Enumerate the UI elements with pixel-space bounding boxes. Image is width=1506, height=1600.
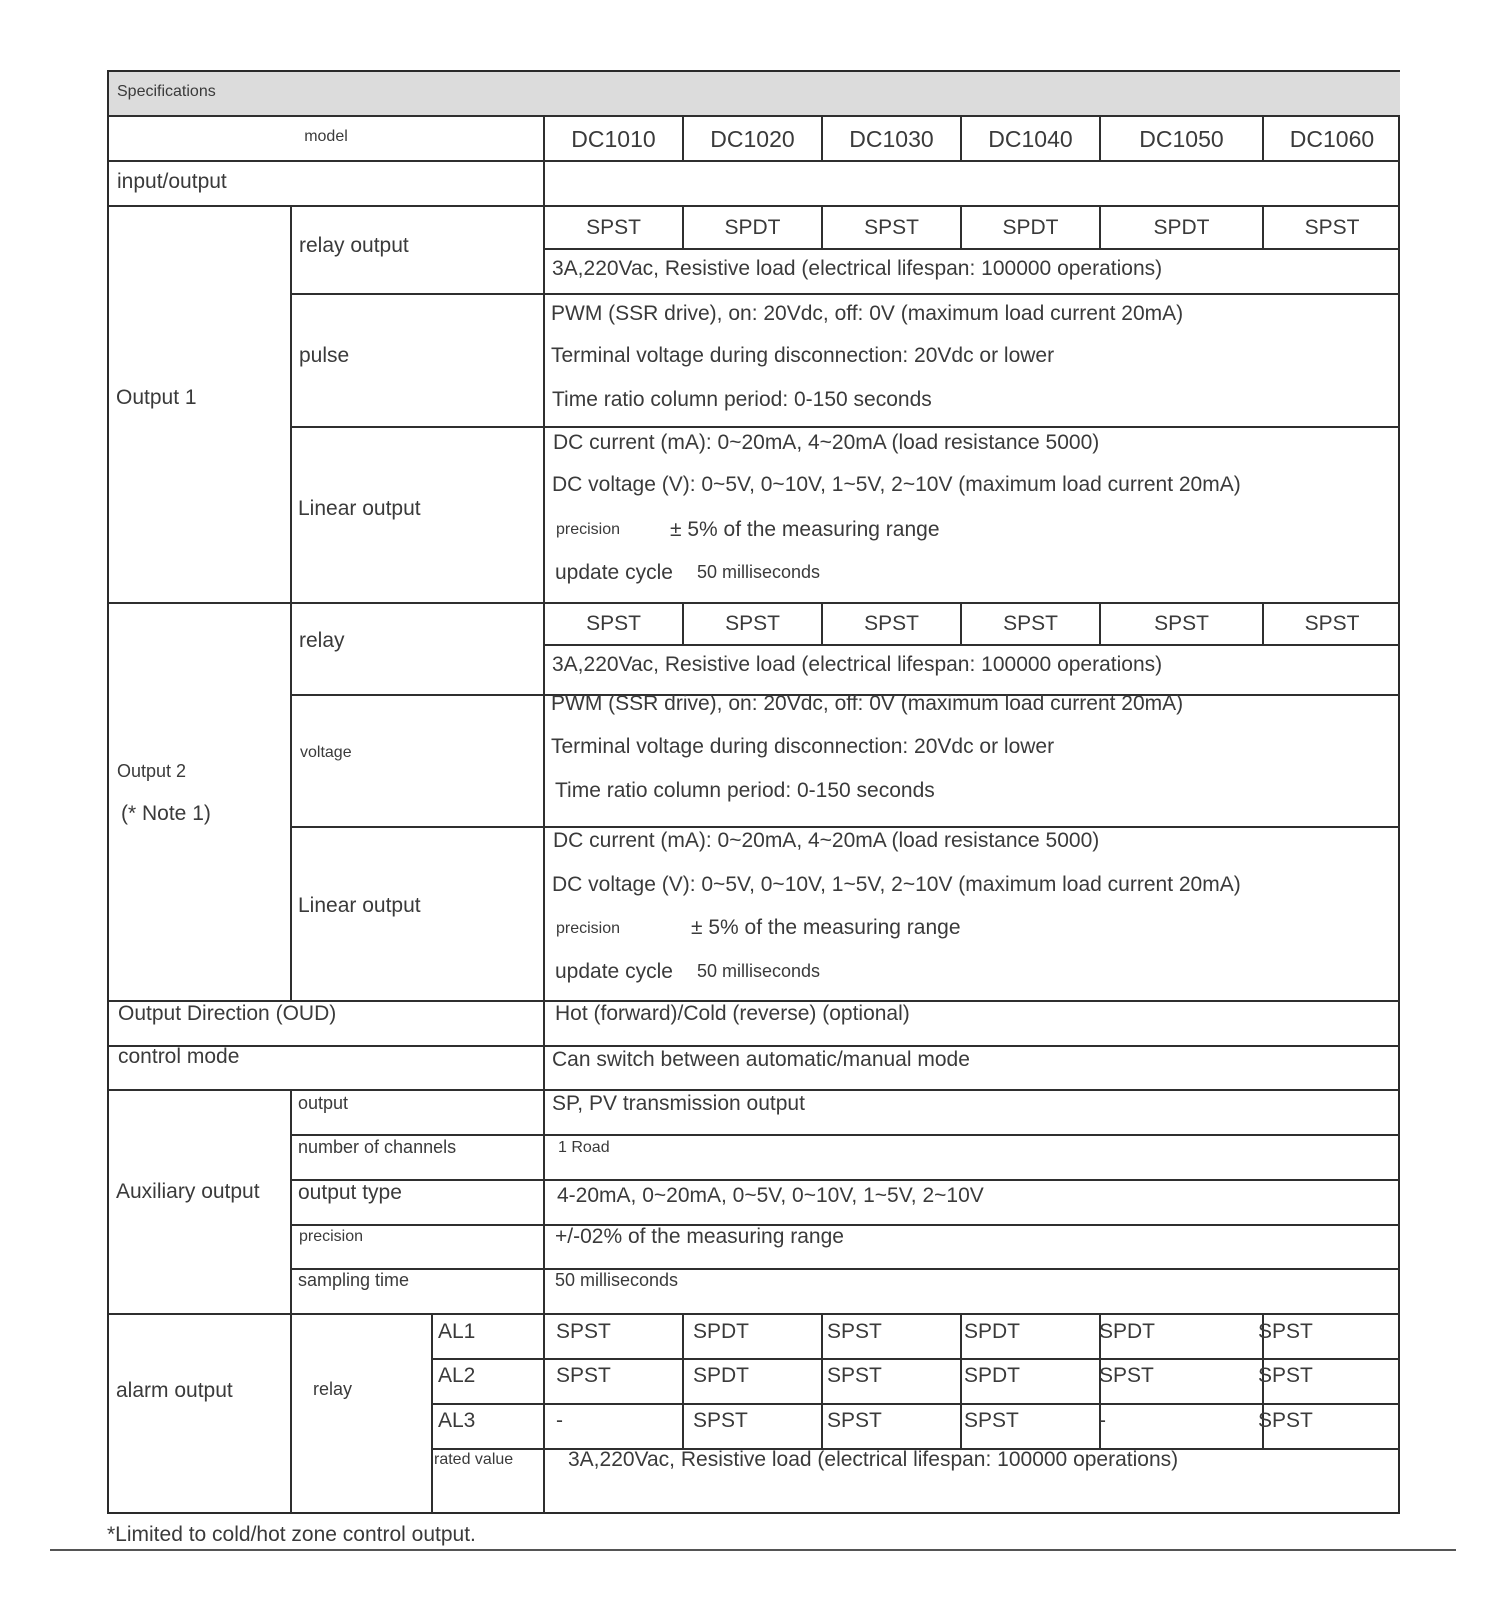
model-label: model: [304, 128, 348, 145]
output1-linear-current: DC current (mA): 0~20mA, 4~20mA (load resistance 5000): [553, 431, 1100, 454]
relay-type: SPDT: [1153, 216, 1210, 239]
aux-row-label: output type: [298, 1181, 402, 1204]
output1-label: Output 1: [116, 386, 197, 409]
output2-voltage-line: PWM (SSR drive), on: 20Vdc, off: 0V (maximum load current 20mA): [551, 692, 1184, 715]
direction-value: Hot (forward)/Cold (reverse) (optional): [555, 1002, 910, 1025]
spec-table: [107, 70, 1400, 1514]
aux-row-label: precision: [299, 1228, 364, 1245]
io-label: input/output: [117, 170, 227, 193]
alarm-cell: -: [1099, 1409, 1106, 1432]
output2-update-value: 50 milliseconds: [697, 961, 821, 981]
alarm-relay-label: relay: [313, 1379, 353, 1399]
output2-update-label: update cycle: [555, 960, 673, 983]
alarm-cell: SPST: [1099, 1364, 1154, 1387]
output2-note: (* Note 1): [121, 802, 211, 825]
output2-precision-label: precision: [556, 920, 621, 937]
output2-precision-value: ± 5% of the measuring range: [691, 916, 961, 939]
alarm-cell: SPST: [964, 1409, 1019, 1432]
output1-relay-label: relay output: [299, 234, 409, 257]
relay-type: SPST: [1003, 612, 1058, 635]
relay-type: SPST: [586, 612, 641, 635]
aux-row-label: output: [298, 1093, 349, 1113]
alarm-row-label: AL2: [438, 1364, 476, 1387]
aux-row-value: 50 milliseconds: [555, 1270, 679, 1290]
model-header: DC1030: [849, 126, 934, 152]
output2-linear-voltage: DC voltage (V): 0~5V, 0~10V, 1~5V, 2~10V (maximum load current 20mA): [552, 873, 1241, 896]
output2-voltage-line: Terminal voltage during disconnection: 20Vdc or lower: [551, 735, 1055, 758]
output2-relay-rating: 3A,220Vac, Resistive load (electrical lifespan: 100000 operations): [552, 653, 1163, 676]
output1-pulse-line: Time ratio column period: 0-150 seconds: [552, 388, 932, 411]
aux-row-label: sampling time: [298, 1270, 410, 1290]
alarm-row-label: AL3: [438, 1409, 476, 1432]
aux-row-value: 4-20mA, 0~20mA, 0~5V, 0~10V, 1~5V, 2~10V: [557, 1184, 984, 1207]
alarm-cell: SPDT: [693, 1364, 750, 1387]
aux-row-label: number of channels: [298, 1137, 457, 1157]
output2-voltage-label: voltage: [300, 744, 352, 761]
control-label: control mode: [118, 1045, 240, 1068]
output1-relay-rating: 3A,220Vac, Resistive load (electrical lifespan: 100000 operations): [552, 257, 1163, 280]
alarm-cell: SPDT: [693, 1320, 750, 1343]
alarm-cell: -: [556, 1409, 563, 1432]
output2-linear-current: DC current (mA): 0~20mA, 4~20mA (load resistance 5000): [553, 829, 1100, 852]
output1-update-label: update cycle: [555, 561, 673, 584]
output1-precision-value: ± 5% of the measuring range: [670, 518, 940, 541]
output1-update-value: 50 milliseconds: [697, 562, 821, 582]
aux-row-value: SP, PV transmission output: [552, 1092, 805, 1115]
alarm-cell: SPST: [556, 1320, 611, 1343]
auxiliary-label: Auxiliary output: [116, 1180, 260, 1203]
model-header: DC1060: [1289, 126, 1375, 152]
alarm-cell: SPST: [827, 1320, 882, 1343]
footnote: *Limited to cold/hot zone control output.: [107, 1523, 476, 1546]
alarm-cell: SPST: [1258, 1409, 1313, 1432]
table-title: Specifications: [117, 83, 216, 100]
output1-pulse-label: pulse: [299, 344, 350, 367]
alarm-cell: SPST: [693, 1409, 748, 1432]
alarm-cell: SPST: [1258, 1364, 1313, 1387]
output2-relay-label: relay: [299, 629, 345, 652]
title-band: [109, 72, 1400, 117]
alarm-cell: SPST: [1258, 1320, 1313, 1343]
output1-pulse-line: Terminal voltage during disconnection: 20Vdc or lower: [551, 344, 1055, 367]
model-header: DC1050: [1139, 126, 1224, 152]
alarm-cell: SPST: [827, 1409, 882, 1432]
bottom-rule: [50, 1549, 1456, 1551]
alarm-cell: SPDT: [1099, 1320, 1156, 1343]
control-value: Can switch between automatic/manual mode: [552, 1048, 970, 1071]
output1-pulse-line: PWM (SSR drive), on: 20Vdc, off: 0V (maximum load current 20mA): [551, 302, 1184, 325]
relay-type: SPST: [864, 612, 919, 635]
output2-label: Output 2: [117, 761, 187, 781]
relay-type: SPST: [725, 612, 780, 635]
rated-value: 3A,220Vac, Resistive load (electrical lifespan: 100000 operations): [568, 1448, 1179, 1471]
rated-label: rated value: [434, 1451, 514, 1468]
alarm-label: alarm output: [116, 1379, 233, 1402]
alarm-row-label: AL1: [438, 1320, 476, 1343]
relay-type: SPST: [586, 216, 641, 239]
output1-precision-label: precision: [556, 521, 621, 538]
model-header: DC1040: [988, 126, 1073, 152]
aux-row-value: 1 Road: [558, 1139, 610, 1156]
alarm-cell: SPST: [556, 1364, 611, 1387]
output1-linear-label: Linear output: [298, 497, 421, 520]
relay-type: SPST: [864, 216, 919, 239]
relay-type: SPDT: [724, 216, 781, 239]
relay-type: SPST: [1304, 612, 1360, 635]
aux-row-value: +/-02% of the measuring range: [555, 1225, 844, 1248]
relay-type: SPST: [1154, 612, 1209, 635]
relay-type: SPDT: [1002, 216, 1059, 239]
relay-type: SPST: [1304, 216, 1360, 239]
model-header: DC1010: [571, 126, 656, 152]
output1-linear-voltage: DC voltage (V): 0~5V, 0~10V, 1~5V, 2~10V (maximum load current 20mA): [552, 473, 1241, 496]
direction-label: Output Direction (OUD): [118, 1002, 337, 1025]
alarm-cell: SPDT: [964, 1320, 1021, 1343]
alarm-cell: SPDT: [964, 1364, 1021, 1387]
alarm-cell: SPST: [827, 1364, 882, 1387]
output2-linear-label: Linear output: [298, 894, 421, 917]
output2-voltage-line: Time ratio column period: 0-150 seconds: [555, 779, 935, 802]
model-header: DC1020: [710, 126, 795, 152]
